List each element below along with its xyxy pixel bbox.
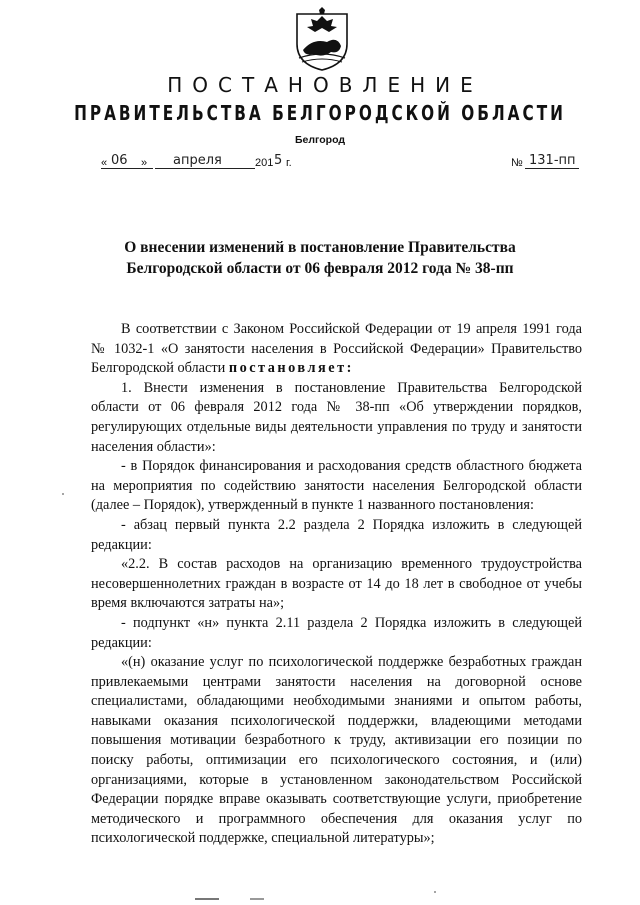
paragraph-quote-2-2: «2.2. В состав расходов на организацию временного трудоустройства несовершеннолетних граждан в возрасте от 14 до 18 лет в свободное от учебы время включаются затраты на»; — [91, 556, 582, 612]
document-title — [60, 237, 580, 279]
paragraph-amend-2-11: - подпункт «н» пункта 2.11 раздела 2 Порядка изложить в следующей редакции: — [91, 614, 582, 651]
day-underline — [101, 168, 153, 169]
scan-cut-marks — [190, 893, 470, 903]
date-and-number-line — [101, 151, 601, 173]
month-underline — [155, 168, 255, 169]
city-name: Белгород — [294, 134, 346, 146]
date-year-digit: 5 — [274, 153, 283, 168]
paragraph-item-1: 1. Внести изменения в постановление Правительства Белгородской области от 06 февраля 2012 года № 38-пп «Об утверждении порядков, регулирующих отдельные виды деятельности управления по труду и занятости населения области»: — [91, 379, 582, 455]
paragraph-quote-n: «(н) оказание услуг по психологической поддержке безработных граждан привлекаемыми центрами занятости населения на договорной основе специалистами, обладающими необходимыми знаниями и опытом работы, навыками оказания психологической поддержки, владеющими методами повышения мотивации безработного к труду, активизации его позиции по поиску работы, оптимизации его психологического состояния, и (или) организациями, которые в установленном законодательством Российской Федерации порядке вправе оказывать соответствующие услуги, приобретение методического и программного обеспечения для оказания услуг по психологической поддержке, специальной литературы»; — [91, 654, 582, 847]
date-month: апреля — [173, 153, 222, 168]
paragraph-amend-2-2: - абзац первый пункта 2.2 раздела 2 Порядка изложить в следующей редакции: — [91, 516, 582, 553]
date-year-suffix: г. — [286, 157, 292, 169]
document-type: ПОСТАНОВЛЕНИЕ — [167, 73, 483, 97]
date-open-quote: « — [101, 157, 108, 169]
paragraph-preamble — [91, 320, 582, 379]
title-line-2: Белгородской области от 06 февраля 2012 года № 38-пп — [126, 260, 514, 277]
number-underline — [525, 168, 579, 169]
number-label: № — [511, 157, 523, 169]
scan-mark — [62, 493, 64, 495]
belgorod-coat-of-arms-icon — [293, 6, 351, 72]
preamble-text: В соответствии с Законом Российской Федерации от 19 апреля 1991 года № 1032-1 «О занятости населения в Российской Федерации» Правительство Белгородской области — [91, 321, 582, 377]
date-close-quote: » — [141, 157, 148, 169]
date-day: 06 — [111, 153, 128, 168]
document-number: 131-пп — [529, 153, 576, 168]
resolves-word: постановляет: — [228, 360, 354, 377]
document-body — [91, 320, 582, 849]
date-year-prefix: 201 — [255, 157, 274, 169]
paragraph-procedure: - в Порядок финансирования и расходования средств областного бюджета на мероприятия по содействию занятости населения Белгородской области (далее – Порядок), утвержденный в пункте 1 названного постановления: — [91, 458, 582, 514]
issuing-authority: ПРАВИТЕЛЬСТВА БЕЛГОРОДСКОЙ ОБЛАСТИ — [74, 102, 566, 126]
title-line-1: О внесении изменений в постановление Правительства — [124, 239, 516, 256]
